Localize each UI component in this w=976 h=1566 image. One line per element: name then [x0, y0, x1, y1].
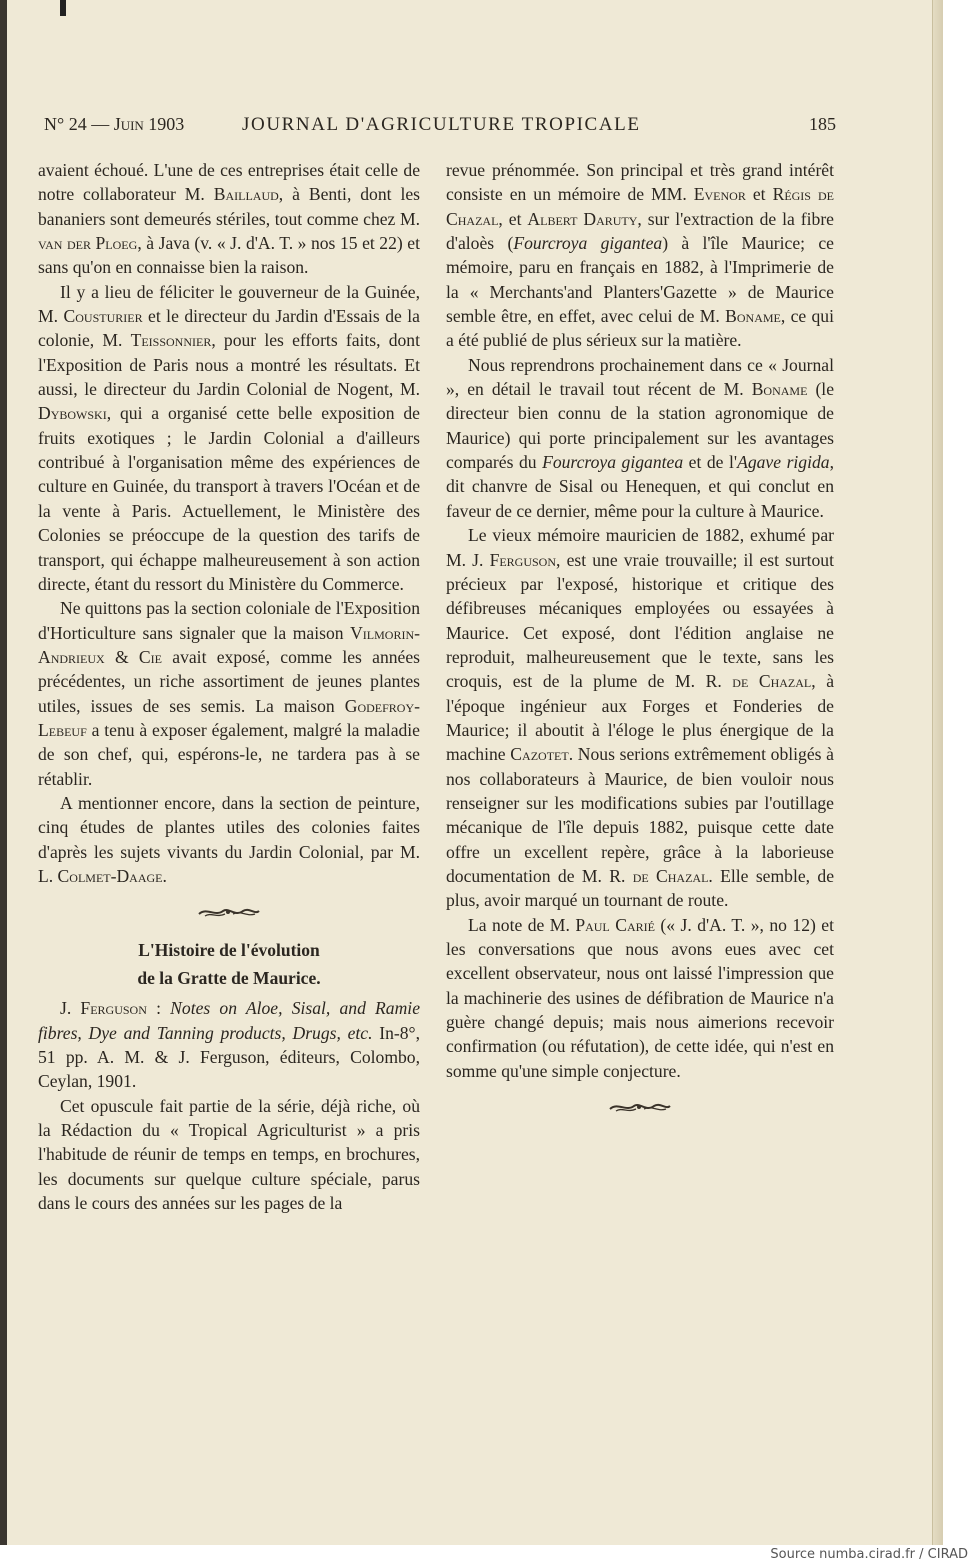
citation-author: J. Ferguson	[60, 998, 147, 1019]
paragraph: La note de M. Paul Carié (« J. d'A. T. », no 12) et les conversations que nous avons eues avec cet excellent observateur, nous ont laissé l'impression que la machinerie des usines de défibration de Maurice n'a guère changé depuis; mais nous aimerions recevoir confirmation (ou réfutation), de cette idée, qui n'est en somme qu'une simple conjecture.	[446, 914, 835, 1081]
running-head	[44, 114, 836, 140]
person-name: Dybowski	[38, 403, 107, 424]
company-name: Godefroy-Lebeuf	[38, 695, 420, 740]
paragraph: Ne quittons pas la section coloniale de l'Exposition d'Horticulture sans signaler que la maison Vilmorin-Andrieux & Cie avait exposé, comme les années précédentes, un riche assortiment de jeunes plantes utiles, issues de ses semis. La maison Godefroy-Lebeuf a tenu à exposer également, malgré la maladie de son chef, qui, espérons-le, ne tardera pas à se rétablir.	[38, 598, 420, 789]
left-column	[38, 158, 420, 1215]
citation-details: In-8°, 51 pp. A. M. & J. Ferguson, éditeurs, Colombo, Ceylan, 1901.	[38, 1022, 420, 1092]
person-name: van der Ploeg	[38, 233, 138, 254]
person-name: Ferguson	[489, 549, 557, 570]
bibliographic-citation: J. Ferguson : Notes on Aloe, Sisal, and Ramie fibres, Dye and Tanning products, Drugs, etc. In-8°, 51 pp. A. M. & J. Ferguson, éditeurs, Colombo, Ceylan, 1901.	[38, 998, 421, 1092]
fleuron-ornament	[38, 888, 420, 936]
paragraph: Le vieux mémoire mauricien de 1882, exhumé par M. J. Ferguson, est une vraie trouvaille; il est surtout précieux par l'exposé, historique et critique des défibreuses mécaniques employées ou essayées à Maurice. Cet exposé, dont l'édition anglaise ne reproduit, malheureusement que le texte, sans les croquis, est de la plume de M. R. de Chazal, à l'époque ingénieur aux Forges et Fonderies de Maurice; il aboutit à l'éloge le plus énergique de la machine Cazotet. Nous serions extrêmement obligés à nos collaborateurs à Maurice, de bien vouloir nous renseigner sur les modifications subies par l'outillage mécanique de l'île depuis 1882, puisque cette date offre un excellent repère, grâce à la laborieuse documentation de M. R. de Chazal. Elle semble, de plus, avoir marqué un tournant de route.	[446, 525, 835, 911]
person-name: Paul Carié	[575, 914, 655, 935]
species-name: Fourcroya gigantea	[542, 452, 684, 473]
binding-mark	[60, 0, 66, 16]
section-heading-line: L'Histoire de l'évolution	[138, 940, 320, 961]
person-name: de Chazal	[632, 865, 709, 886]
person-name: Baillaud	[213, 184, 279, 205]
citation-title: Notes on Aloe, Sisal, and Ramie fibres, Dye and Tanning products, Drugs, etc.	[38, 998, 421, 1043]
binding-edge	[0, 0, 7, 1545]
page-right-edge	[932, 0, 943, 1545]
person-name: Evenor	[693, 184, 746, 205]
page-number: 185	[809, 114, 836, 134]
paragraph-continued: avaient échoué. L'une de ces entreprises était celle de notre collaborateur M. Baillaud, à Benti, dont les bananiers sont demeurés stériles, tout comme chez M. van der Ploeg, à Java (v. « J. d'A. T. » nos 15 et 22) et sans qu'on en connaisse bien la raison.	[38, 160, 420, 278]
person-name: Cousturier	[63, 306, 143, 327]
company-name: Vilmorin-Andrieux & Cie	[38, 622, 420, 667]
paragraph: Cet opuscule fait partie de la série, déjà riche, où la Rédaction du « Tropical Agriculturist » a pris l'habitude de réunir de temps en temps, en brochures, les documents sur quelque culture spéciale, parus dans le cours des années sur les pages de la	[38, 1095, 420, 1214]
person-name: de Chazal	[732, 671, 812, 692]
species-name: Agave rigida	[737, 452, 830, 473]
paragraph-continued: revue prénommée. Son principal et très grand intérêt consiste en un mémoire de MM. Evenor et Régis de Chazal, et Albert Daruty, sur l'extraction de la fibre d'aloès (Fourcroya gigantea) à l'île Maurice; ce mémoire, paru en français en 1882, à l'Imprimerie de la « Merchants'and Planters'Gazette » de Maurice semble être, en effet, avec celui de M. Boname, ce qui a été publié de plus sérieux sur la matière.	[446, 160, 834, 351]
journal-title: JOURNAL D'AGRICULTURE TROPICALE	[242, 114, 641, 135]
person-name: Régis de Chazal	[446, 184, 834, 229]
source-credit: Source numba.cirad.fr / CIRAD	[770, 1547, 968, 1562]
person-name: Boname	[725, 306, 781, 327]
machine-name: Cazotet	[510, 744, 569, 765]
person-name: Boname	[751, 379, 808, 400]
person-name: Teissonnier	[130, 330, 212, 351]
fleuron-ornament	[446, 1083, 834, 1131]
species-name: Fourcroya gigantea	[513, 233, 663, 254]
paragraph: A mentionner encore, dans la section de peinture, cinq études de plantes utiles des colonies faites d'après les sujets vivants du Jardin Colonial, par M. L. Colmet-Daage.	[38, 792, 420, 886]
issue-number: N° 24 — Juin 1903	[44, 114, 185, 134]
person-name: Colmet-Daage	[57, 865, 163, 886]
fleuron-ornament-icon	[197, 905, 261, 919]
right-column	[446, 158, 834, 1131]
person-name: Albert Daruty	[527, 208, 638, 229]
section-heading	[38, 936, 420, 996]
paragraph: Nous reprendrons prochainement dans ce « Journal », en détail le travail tout récent de M. Boname (le directeur bien connu de la station agronomique de Maurice) qui porte principalement sur les avantages comparés du Fourcroya gigantea et de l'Agave rigida, dit chanvre de Sisal ou Henequen, et qui conclut en faveur de ce dernier, même pour la culture à Maurice.	[446, 354, 834, 521]
section-heading-line: de la Gratte de Maurice.	[137, 968, 321, 989]
paragraph: Il y a lieu de féliciter le gouverneur de la Guinée, M. Cousturier et le directeur du Jardin d'Essais de la colonie, M. Teissonnier, pour les efforts faits, dont l'Exposition de Paris nous a montré les résultats. Et aussi, le directeur du Jardin Colonial de Nogent, M. Dybowski, qui a organisé cette belle exposition de fruits exotiques ; le Jardin Colonial a d'ailleurs contribué à l'organisation même des expériences de culture en Guinée, du transport à travers l'Océan et de la vente à Paris. Actuellement, le Ministère des Colonies se préoccupe de la question des tarifs de transport, qui échappe malheureusement à son action directe, étant du ressort du Ministère du Commerce.	[38, 281, 420, 594]
fleuron-ornament-icon	[608, 1100, 672, 1114]
